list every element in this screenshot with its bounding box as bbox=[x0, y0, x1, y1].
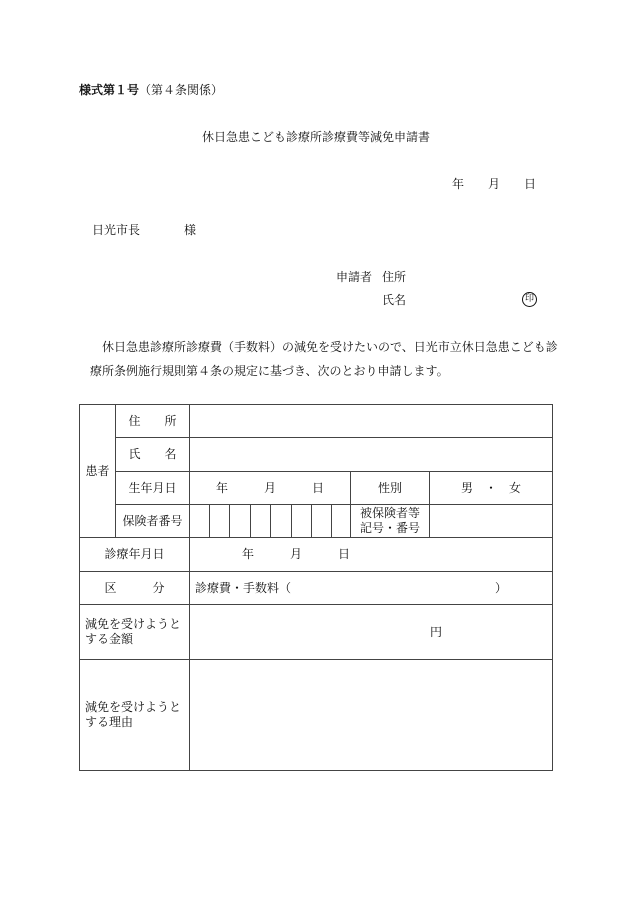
date-year: 年 bbox=[452, 177, 465, 191]
insurer-label: 保険者番号 bbox=[115, 504, 190, 538]
patient-label: 患者 bbox=[79, 404, 116, 538]
form-number-bold: 様式第１号 bbox=[79, 83, 140, 97]
sex-label: 性別 bbox=[350, 471, 430, 505]
amount-label: 減免を受けようとする金額 bbox=[79, 604, 190, 660]
insurer-digit-box[interactable] bbox=[189, 504, 210, 538]
insured-label: 被保険者等記号・番号 bbox=[350, 504, 430, 538]
date-day: 日 bbox=[524, 177, 537, 191]
category-label: 区 分 bbox=[79, 571, 190, 605]
address-field[interactable] bbox=[189, 404, 553, 438]
insured-field[interactable] bbox=[429, 504, 553, 538]
body-text-line-1: 休日急患診療所診療費（手数料）の減免を受けたいので、日光市立休日急患こども診 bbox=[102, 340, 558, 354]
sex-field[interactable]: 男 ・ 女 bbox=[429, 471, 553, 505]
insurer-digit-box[interactable] bbox=[311, 504, 332, 538]
insurer-digit-box[interactable] bbox=[250, 504, 271, 538]
addressee-honorific: 様 bbox=[184, 223, 197, 237]
seal-mark: 印 bbox=[522, 292, 537, 307]
reason-label: 減免を受けようとする理由 bbox=[79, 659, 190, 771]
insurer-digit-box[interactable] bbox=[270, 504, 292, 538]
form-number bbox=[79, 83, 223, 97]
insurer-digit-box[interactable] bbox=[229, 504, 251, 538]
birth-field[interactable]: 年 月 日 bbox=[189, 471, 351, 505]
visit-date-label: 診療年月日 bbox=[79, 537, 190, 572]
name-field[interactable] bbox=[189, 437, 553, 472]
page-title: 休日急患こども診療所診療費等減免申請書 bbox=[202, 130, 431, 144]
applicant-label: 申請者 bbox=[336, 270, 373, 284]
category-field[interactable]: 診療費・手数料（ ） bbox=[189, 571, 553, 605]
insurer-digit-box[interactable] bbox=[331, 504, 351, 538]
form-relation: （第４条関係） bbox=[139, 83, 224, 97]
visit-date-field[interactable]: 年 月 日 bbox=[189, 537, 553, 572]
address-label: 住 所 bbox=[115, 404, 190, 438]
birth-label: 生年月日 bbox=[115, 471, 190, 505]
applicant-address-label: 住所 bbox=[382, 270, 407, 284]
insurer-digit-box[interactable] bbox=[209, 504, 230, 538]
reason-field[interactable] bbox=[189, 659, 553, 771]
name-label: 氏 名 bbox=[115, 437, 190, 472]
date-month: 月 bbox=[488, 177, 501, 191]
insurer-digit-box[interactable] bbox=[291, 504, 312, 538]
body-text-line-2: 療所条例施行規則第４条の規定に基づき、次のとおり申請します。 bbox=[90, 364, 449, 378]
applicant-name-label: 氏名 bbox=[382, 293, 407, 307]
addressee-name: 日光市長 bbox=[92, 223, 141, 237]
amount-field[interactable]: 円 bbox=[189, 604, 553, 660]
